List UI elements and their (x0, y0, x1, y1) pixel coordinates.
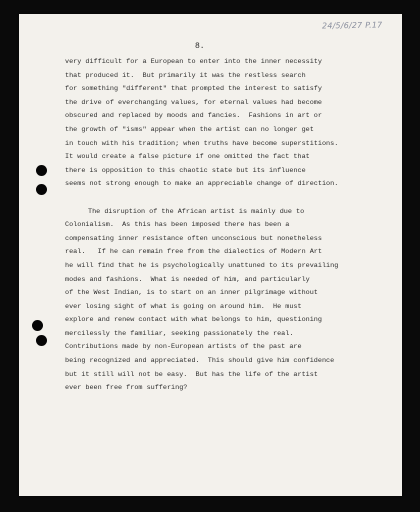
text-line: The disruption of the African artist is mainly due to (88, 207, 305, 216)
text-line: there is opposition to this chaotic state but its influence (65, 166, 306, 175)
text-line: in touch with his tradition; when truths have become superstitions. (65, 139, 339, 148)
text-line: real. If he can remain free from the dialectics of Modern Art (65, 248, 322, 257)
text-line: the growth of "isms" appear when the artist can no longer get (65, 125, 314, 134)
page-number: 8. (195, 42, 205, 51)
text-line: that produced it. But primarily it was the restless search (65, 71, 306, 80)
text-line: being recognized and appreciated. This should give him confidence (65, 357, 335, 366)
text-line: the drive of everchanging values, for eternal values had become (65, 98, 322, 107)
text-line: very difficult for a European to enter into the inner necessity (65, 58, 322, 66)
text-line: It would create a false picture if one omitted the fact that (65, 153, 310, 162)
punch-hole (36, 184, 47, 195)
text-line: ever losing sight of what is going on around him. He must (65, 302, 302, 311)
text-line: he will find that he is psychologically unattuned to its prevailing (65, 261, 339, 270)
text-line: Contributions made by non-European artists of the past are (65, 343, 302, 352)
paragraph (65, 206, 385, 396)
punch-hole (36, 335, 47, 346)
text-line: but it still will not be easy. But has the life of the artist (65, 370, 318, 379)
text-line: modes and fashions. What is needed of him, and particularly (65, 275, 310, 284)
punch-hole (32, 320, 43, 331)
text-line: Colonialism. As this has been imposed there has been a (65, 221, 290, 230)
text-line: seems not strong enough to make an appreciable change of direction. (65, 180, 339, 189)
body-text (65, 56, 385, 396)
archive-reference-annotation: 24/5/6/27 P.17 (321, 20, 383, 31)
punch-hole (36, 165, 47, 176)
text-line: of the West Indian, is to start on an inner pilgrimage without (65, 289, 318, 298)
text-line: obscured and replaced by moods and fancies. Fashions in art or (65, 112, 322, 121)
text-line: explore and renew contact with what belongs to him, questioning (65, 316, 322, 325)
text-line: mercilessly the familiar, seeking passionately the real. (65, 329, 294, 338)
text-line: for something "different" that prompted the interest to satisfy (65, 85, 322, 94)
text-line: compensating inner resistance often unconscious but nonetheless (65, 234, 322, 243)
paragraph (65, 56, 385, 192)
text-line: ever been free from suffering? (65, 384, 188, 393)
